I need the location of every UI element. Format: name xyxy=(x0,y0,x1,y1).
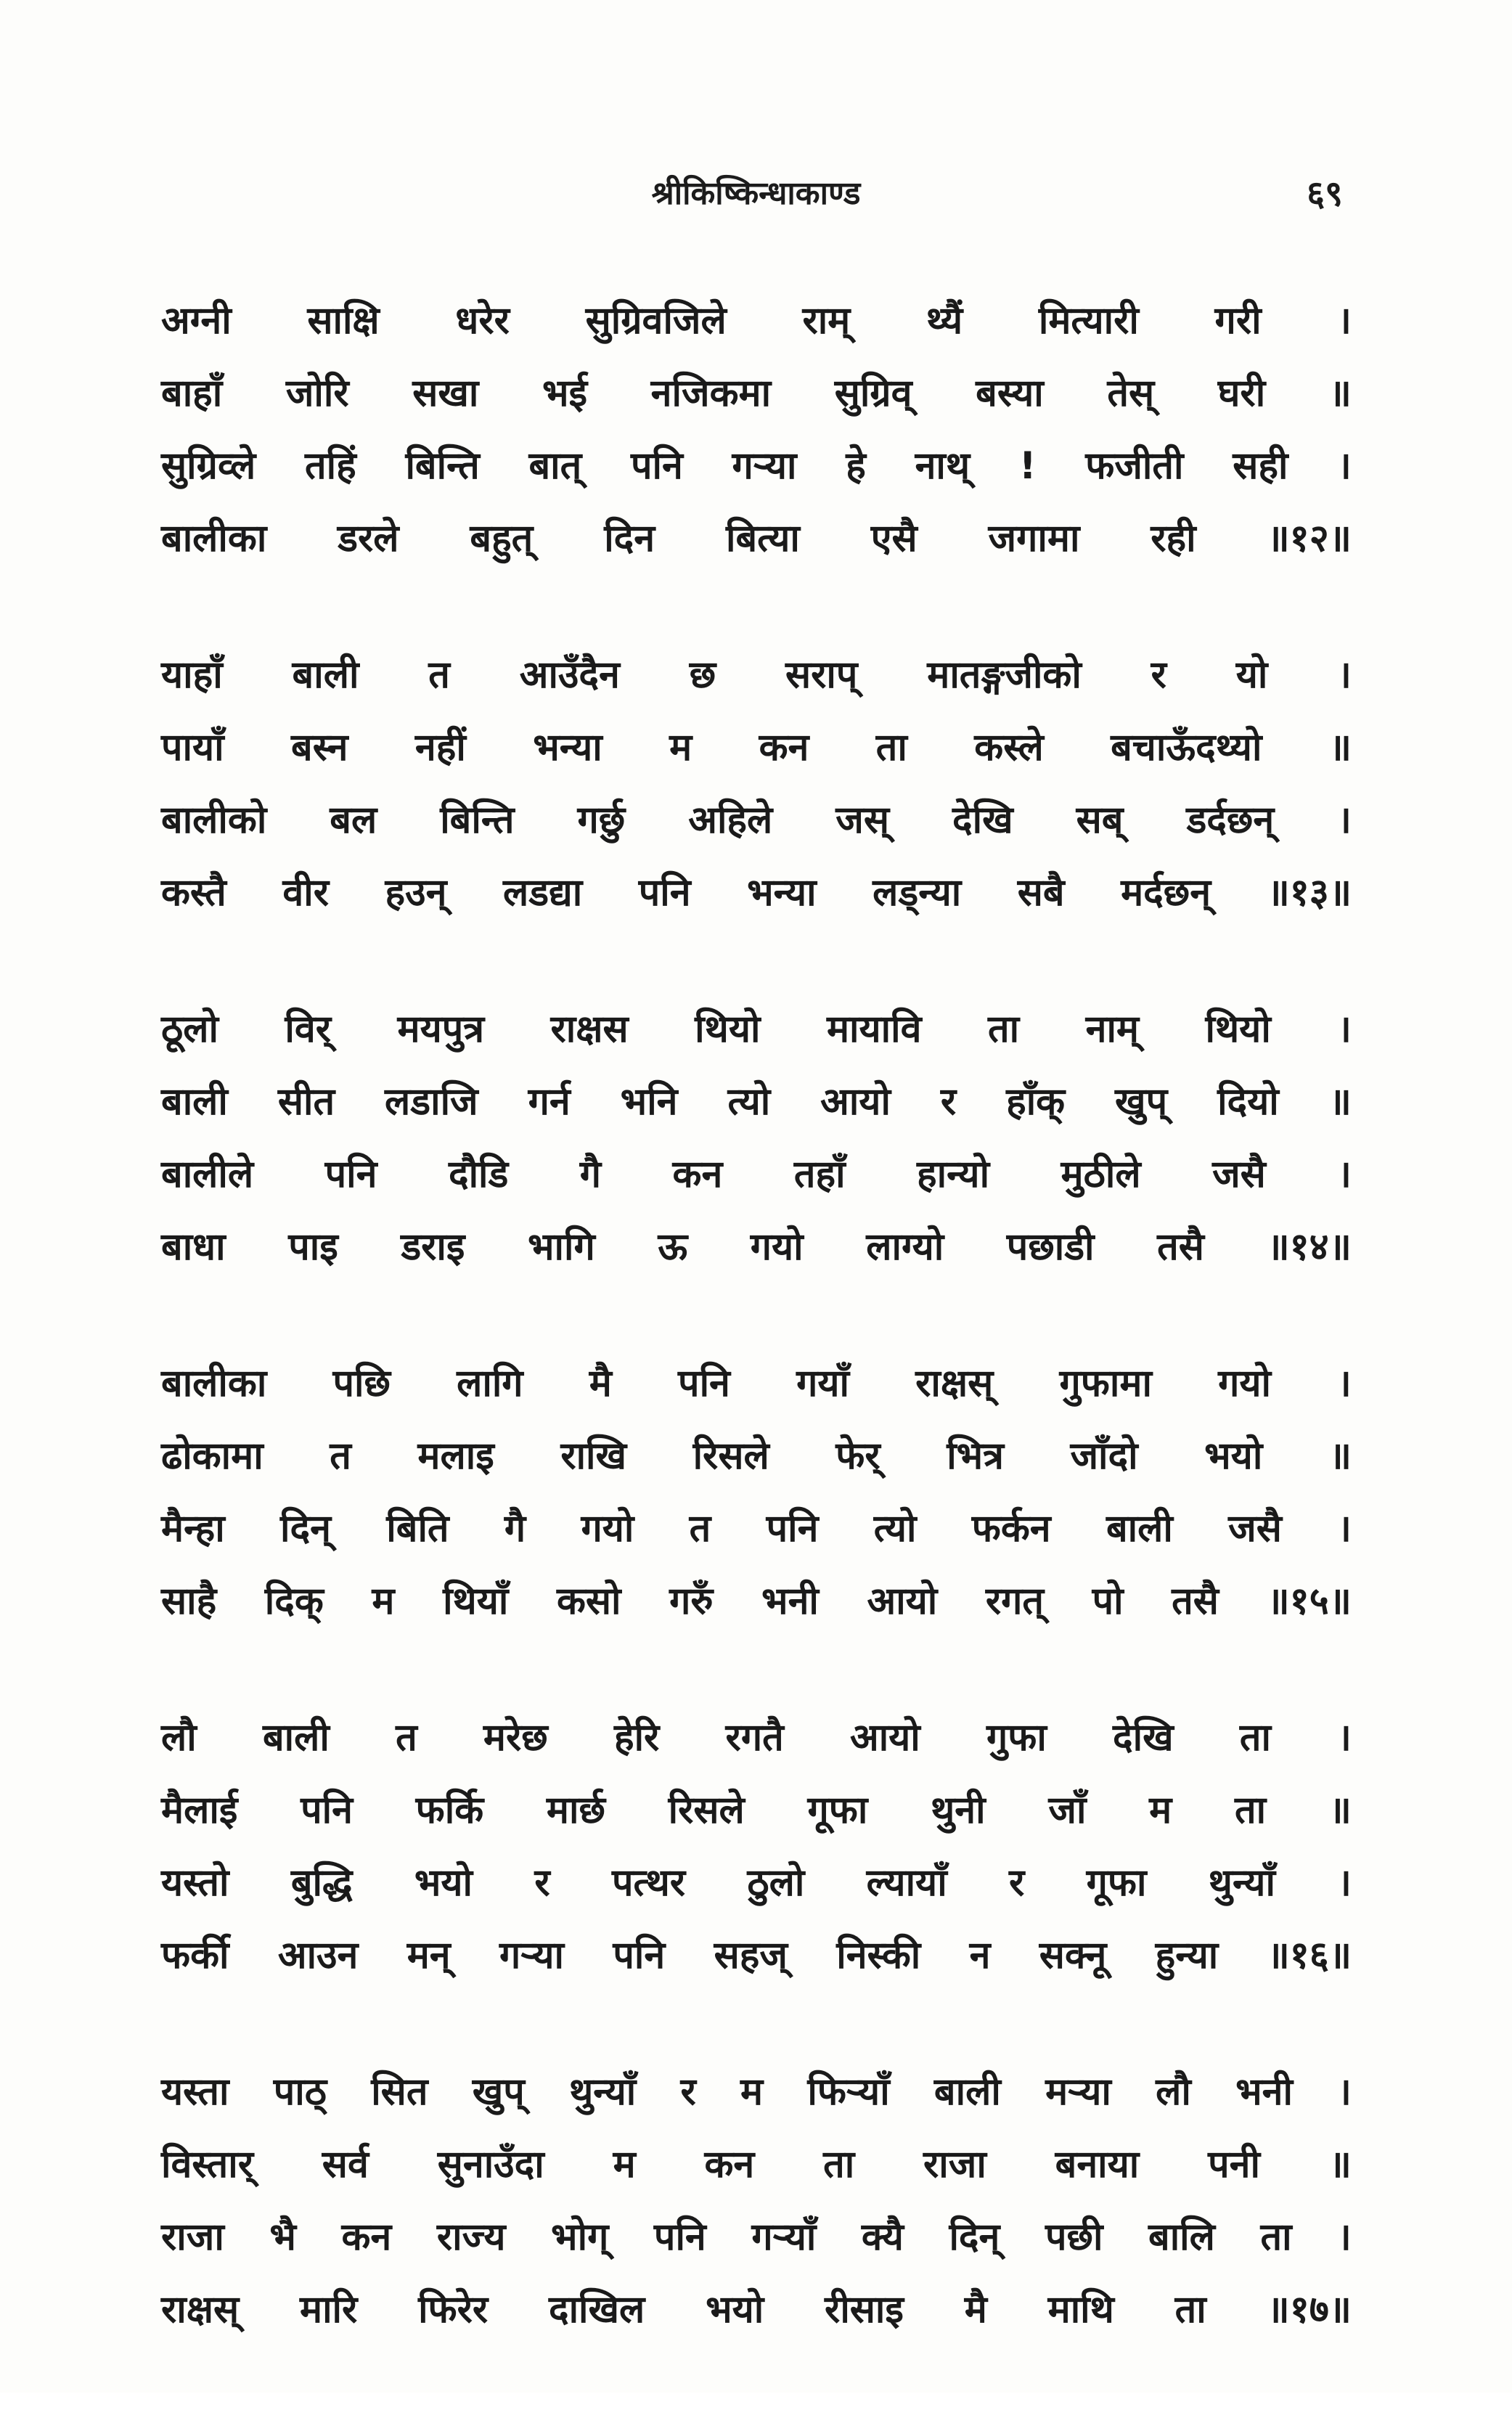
verse-line: फर्की आउन मन् गर्‍या पनि सहज् निस्की न सक्नू हुन्या ॥१६॥ xyxy=(161,1934,1352,1977)
stanza xyxy=(161,993,1352,1283)
verse-line: बालीका डरले बहुत् दिन बित्या एसै जगामा रही ॥१२॥ xyxy=(161,517,1352,560)
verse-line: सुग्रिव्ले तहिं बिन्ति बात् पनि गर्‍या हे नाथ् ! फजीती सही । xyxy=(161,444,1352,488)
verse-line: बाहाँ जोरि सखा भई नजिकमा सुग्रिव् बस्या तेस् घरी ॥ xyxy=(161,372,1352,415)
verse-line: बालीले पनि दौडि गै कन तहाँ हान्यो मुठीले जसै । xyxy=(161,1153,1352,1196)
verse-line: लौ बाली त मरेछ हेरि रगतै आयो गुफा देखि ता । xyxy=(161,1716,1352,1760)
verse-line: बाली सीत लडाजि गर्न भनि त्यो आयो र हाँक् खुप् दियो ॥ xyxy=(161,1080,1352,1124)
verse-line: अग्नी साक्षि धरेर सुग्रिवजिले राम् थ्यैं मित्यारी गरी । xyxy=(161,299,1352,343)
page-title: श्रीकिष्किन्धाकाण्ड xyxy=(651,175,861,212)
verse-line: पायाँ बस्न नहीं भन्या म कन ता कस्ले बचाऊँदथ्यो ॥ xyxy=(161,726,1352,769)
stanza xyxy=(161,285,1352,575)
verse-line: ढोकामा त मलाइ राखि रिसले फेर् भित्र जाँदो भयो ॥ xyxy=(161,1434,1352,1478)
verse-line: राक्षस् मारि फिरेर दाखिल भयो रीसाइ मै माथि ता ॥१७॥ xyxy=(161,2288,1352,2332)
verse-line: मैलाई पनि फर्कि मार्छ रिसले गूफा थुनी जाँ म ता ॥ xyxy=(161,1789,1352,1832)
verse-line: यस्ता पाठ् सित खुप् थुन्याँ र म फिर्‍याँ बाली मर्‍या लौ भनी । xyxy=(161,2070,1352,2114)
running-header xyxy=(0,168,1512,219)
stanza xyxy=(161,1702,1352,1992)
page-number: ६९ xyxy=(1307,173,1343,214)
verse-line: यस्तो बुद्धि भयो र पत्थर ठुलो ल्यायाँ र गूफा थुन्याँ । xyxy=(161,1861,1352,1905)
stanza xyxy=(161,639,1352,929)
verse-line: बाधा पाइ डराइ भागि ऊ गयो लाग्यो पछाडी तसै ॥१४॥ xyxy=(161,1225,1352,1269)
verse-line: मैन्हा दिन् बिति गै गयो त पनि त्यो फर्कन बाली जसै । xyxy=(161,1507,1352,1551)
verse-line: बालीका पछि लागि मै पनि गयाँ राक्षस् गुफामा गयो । xyxy=(161,1362,1352,1405)
verse-line: कस्तै वीर हउन् लडद्या पनि भन्या लड्न्या सबै मर्दछन् ॥१३॥ xyxy=(161,871,1352,915)
verse-line: ठूलो विर् मयपुत्र राक्षस थियो मायावि ता नाम् थियो । xyxy=(161,1008,1352,1051)
verse-line: याहाँ बाली त आउँदैन छ सराप् मातङ्गजीको र यो । xyxy=(161,653,1352,697)
verse-line: राजा भै कन राज्य भोग् पनि गर्‍याँ क्यै दिन् पछी बालि ता । xyxy=(161,2215,1352,2259)
stanza xyxy=(161,1347,1352,1638)
verse-body xyxy=(161,285,1352,2410)
verse-line: विस्तार् सर्व सुनाउँदा म कन ता राजा बनाया पनी ॥ xyxy=(161,2143,1352,2186)
stanza xyxy=(161,2056,1352,2346)
verse-line: साहै दिक् म थियाँ कसो गरुँ भनी आयो रगत् पो तसै ॥१५॥ xyxy=(161,1580,1352,1623)
verse-line: बालीको बल बिन्ति गर्छु अहिले जस् देखि सब् डर्दछन् । xyxy=(161,798,1352,842)
